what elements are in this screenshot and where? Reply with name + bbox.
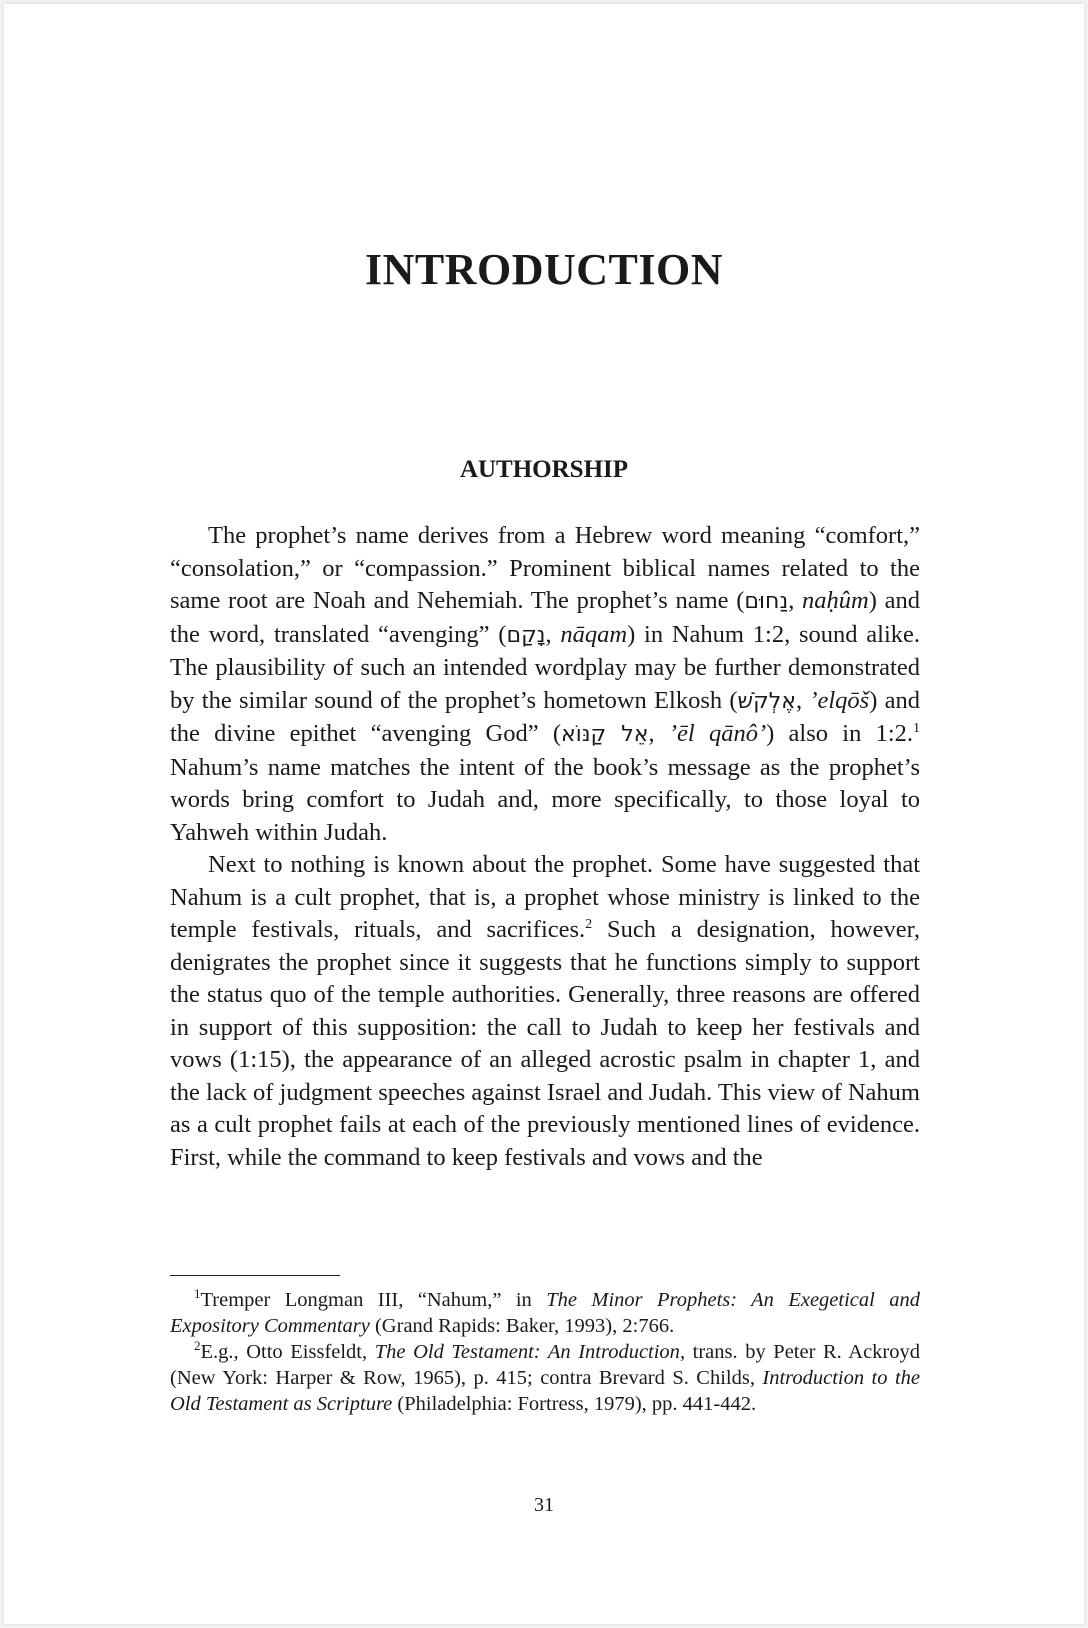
text-run: ) in Nahum 1:2, sound alike. The plausibility of such an intended wordplay may be further demonstrated by the similar sound of the prophet’s hometown Elkosh ( [170, 620, 921, 714]
text-run: (Philadelphia: Fortress, 1979), pp. 441-442. [392, 1393, 757, 1415]
transliteration: naḥûm [802, 587, 869, 614]
text-run: ) also in 1:2. [766, 720, 914, 747]
page-number: 31 [534, 1494, 554, 1516]
transliteration: ’ēl qānô’ [668, 720, 767, 747]
text-run: , [795, 686, 810, 714]
footnote-mark: 2 [194, 1338, 201, 1354]
transliteration: ’elqōš [809, 686, 870, 714]
text-run: Next to nothing is known about the prophet. Some have suggested that Nahum is a cult prophet, that is, a prophet whose ministry is linked to the temple festivals, rituals, and sacrifices. [170, 851, 920, 943]
text-run: The prophet’s name derives from a Hebrew word meaning “comfort,” “consolation,” or “compassion.” Prominent biblical names related to the same root are Noah and Nehemiah. The prophet’s name ( [170, 522, 920, 614]
text-run: , [648, 720, 669, 747]
hebrew-word: נַחוּם [744, 589, 789, 614]
text-run: , [545, 620, 561, 648]
footnotes [170, 1287, 920, 1417]
text-run: ) and the divine epithet “avenging God” ( [170, 686, 920, 747]
chapter-title: INTRODUCTION [364, 245, 724, 294]
footnote-mark: 1 [194, 1286, 201, 1302]
book-title: The Minor Prophets: An Exegetical and Expository Commentary [170, 1289, 921, 1337]
footnote-reference-1[interactable]: 1 [913, 720, 921, 736]
text-run: (Grand Rapids: Baker, 1993), 2:766. [369, 1315, 675, 1337]
text-run: Nahum’s name matches the intent of the book’s message as the prophet’s words bring comfort to Judah and, more specifically, to those loyal to Yahweh within Judah. [170, 753, 920, 846]
book-page [4, 4, 1084, 1624]
footnote-reference-2[interactable]: 2 [585, 916, 593, 932]
text-run: , [788, 587, 803, 614]
text-run: ) and the word, translated “avenging” ( [170, 587, 920, 648]
footnote-1 [170, 1287, 920, 1339]
section-title: AUTHORSHIP [459, 456, 629, 483]
hebrew-word: אֶלְקֹשׁ [737, 688, 796, 714]
text-run: Tremper Longman III, “Nahum,” in [200, 1289, 547, 1311]
hebrew-word: נָקַם [506, 622, 546, 648]
paragraph-1 [170, 520, 920, 849]
book-title: Introduction to the Old Testament as Scripture [170, 1367, 920, 1415]
text-run: Such a designation, however, denigrates the prophet since it suggests that he functions simply to support the status quo of the temple authorities. Generally, three reasons are offered in support of this supposition: the call to Judah to keep her festivals and vows (1:15), the appearance of an alleged acrostic psalm in chapter 1, and the lack of judgment speeches against Israel and Judah. This view of Nahum as a cult prophet fails at each of the previously mentioned lines of evidence. First, while the command to keep festivals and vows and the [170, 916, 920, 1171]
book-title: The Old Testament: An Introduction [374, 1341, 680, 1363]
body-text [170, 520, 920, 1174]
hebrew-word: אֵל קַנּוֹא [561, 722, 649, 747]
text-run: , trans. by Peter R. Ackroyd (New York: Harper & Row, 1965), p. 415; contra Brevard S. Childs, [170, 1341, 920, 1389]
footnote-separator [170, 1275, 340, 1276]
transliteration: nāqam [560, 620, 628, 648]
footnote-2 [170, 1339, 920, 1417]
text-run: E.g., Otto Eissfeldt, [200, 1341, 375, 1363]
paragraph-2 [170, 849, 920, 1174]
